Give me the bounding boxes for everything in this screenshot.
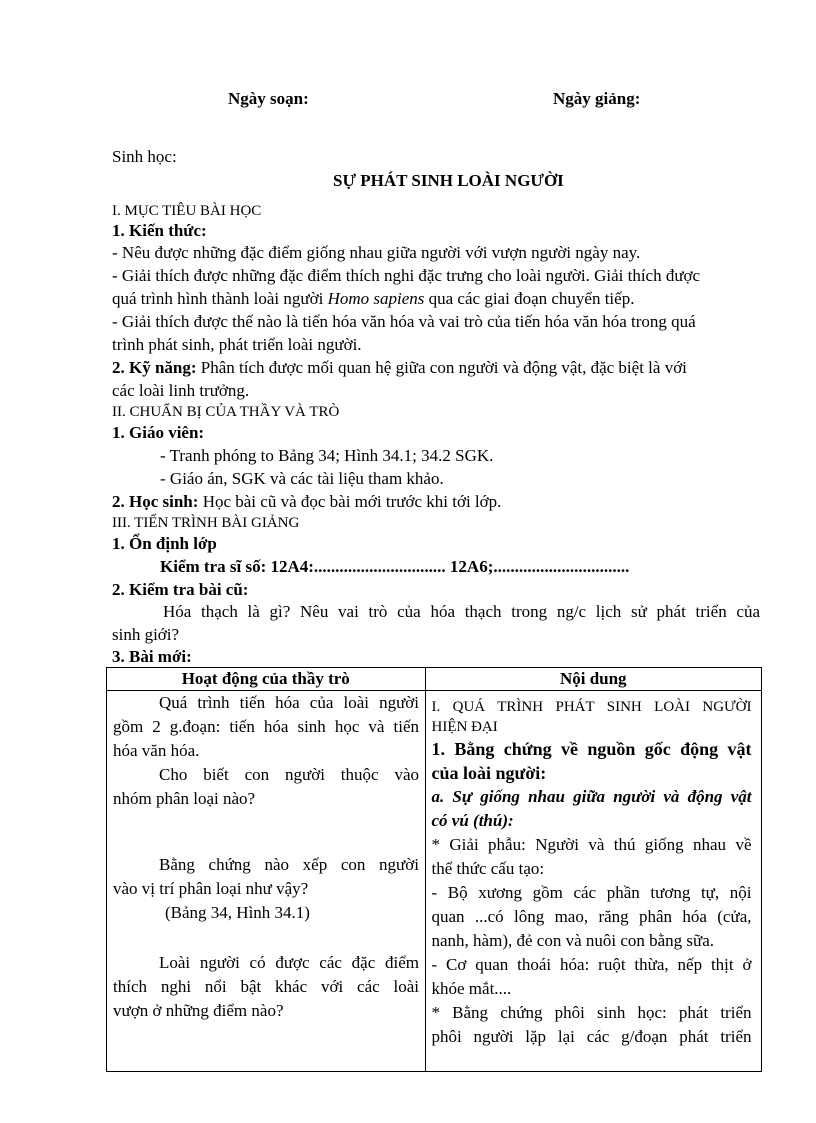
page-title: SỰ PHÁT SINH LOÀI NGƯỜI — [333, 171, 564, 190]
left-p2-a: Cho biết con người thuộc vào — [159, 765, 419, 784]
knowledge-item-3b: trình phát sinh, phát triển loài người. — [112, 335, 362, 354]
left-p4-a: Loài người có được các đặc điểm — [159, 953, 419, 972]
right-h3-b: có vú (thú): — [431, 811, 514, 830]
right-h3-a: a. Sự giống nhau giữa người và động vật — [431, 787, 752, 806]
skill-heading: 2. Kỹ năng: — [112, 358, 197, 377]
right-c3-b: khóe mắt.... — [431, 979, 512, 998]
new-lesson-heading: 3. Bài mới: — [112, 647, 192, 666]
section-2-heading: II. CHUẨN BỊ CỦA THẦY VÀ TRÒ — [112, 404, 340, 420]
attendance-line: Kiểm tra sĩ số: 12A4:............................... 12A6;................................ — [160, 557, 630, 576]
teacher-item-2: - Giáo án, SGK và các tài liệu tham khảo. — [160, 469, 444, 488]
left-p1-a: Quá trình tiến hóa của loài người — [159, 693, 419, 712]
right-c4-b: phôi người lặp lại các g/đoạn phát triển — [431, 1027, 752, 1046]
right-c4-a: * Bằng chứng phôi sinh học: phát triển — [431, 1003, 752, 1022]
right-c3-a: - Cơ quan thoái hóa: ruột thừa, nếp thịt ở — [431, 955, 752, 974]
left-p4-c: vượn ở những điểm nào? — [113, 1001, 284, 1020]
knowledge-item-3a: - Giải thích được thế nào là tiến hóa văn hóa và vai trò của tiến hóa văn hóa trong quá — [112, 312, 696, 331]
teacher-item-1: - Tranh phóng to Bảng 34; Hình 34.1; 34.2 SGK. — [160, 446, 494, 465]
old-lesson-question-a: Hóa thạch là gì? Nêu vai trò của hóa thạch trong ng/c lịch sử phát triển của — [163, 602, 760, 621]
knowledge-item-2b-pre: quá trình hình thành loài người — [112, 289, 328, 308]
lesson-table — [106, 667, 762, 1072]
date-taught-label: Ngày giảng: — [553, 89, 641, 108]
knowledge-item-2b — [112, 288, 634, 310]
left-p1-c: hóa văn hóa. — [113, 741, 200, 760]
col-header-activities: Hoạt động của thầy trò — [107, 668, 426, 691]
knowledge-item-2b-post: qua các giai đoạn chuyển tiếp. — [424, 289, 635, 308]
knowledge-item-2a: - Giải thích được những đặc điểm thích nghi đặc trưng cho loài người. Giải thích được — [112, 266, 701, 285]
date-prepared-label: Ngày soạn: — [228, 89, 309, 108]
left-p2-b: nhóm phân loại nào? — [113, 789, 256, 808]
student-line — [112, 491, 501, 513]
knowledge-item-1: - Nêu được những đặc điểm giống nhau giữa người với vượn người ngày nay. — [112, 243, 641, 262]
section-1-heading: I. MỤC TIÊU BÀI HỌC — [112, 203, 262, 219]
activities-cell — [107, 691, 426, 1072]
col-header-content: Nội dung — [425, 668, 762, 691]
left-p3-c: (Bảng 34, Hình 34.1) — [165, 903, 310, 922]
right-c2-b: quan ...có lông mao, răng phân hóa (cửa, — [431, 907, 752, 926]
teacher-heading: 1. Giáo viên: — [112, 423, 205, 442]
right-c2-c: nanh, hàm), đẻ con và nuôi con bằng sữa. — [431, 931, 715, 950]
left-p3-b: vào vị trí phân loại như vậy? — [113, 879, 309, 898]
left-p3-a: Bằng chứng nào xếp con người — [159, 855, 419, 874]
skill-text-a: Phân tích được mối quan hệ giữa con người và động vật, đặc biệt là với — [196, 358, 687, 377]
section-3-heading: III. TIẾN TRÌNH BÀI GIẢNG — [112, 515, 300, 531]
left-p1-b: gồm 2 g.đoạn: tiến hóa sinh học và tiến — [113, 717, 419, 736]
skill-line-2: các loài linh trưởng. — [112, 381, 250, 400]
old-lesson-question-b: sinh giới? — [112, 625, 180, 644]
right-c2-a: - Bộ xương gồm các phần tương tự, nội — [431, 883, 752, 902]
species-name: Homo sapiens — [327, 289, 425, 308]
right-c1-a: * Giải phẫu: Người và thú giống nhau về — [431, 835, 752, 854]
right-h1-a: I. QUÁ TRÌNH PHÁT SINH LOÀI NGƯỜI — [431, 699, 752, 715]
right-h2-a: 1. Bằng chứng về nguồn gốc động vật — [431, 739, 752, 759]
student-heading: 2. Học sinh: — [112, 492, 199, 511]
right-c1-b: thể thức cấu tạo: — [431, 859, 545, 878]
skill-line-1 — [112, 357, 687, 379]
right-h1-b: HIỆN ĐẠI — [431, 719, 498, 735]
subject-label: Sinh học: — [112, 147, 177, 166]
right-h2-b: của loài người: — [431, 763, 547, 783]
left-p4-b: thích nghi nổi bật khác với các loài — [113, 977, 419, 996]
knowledge-heading: 1. Kiến thức: — [112, 221, 207, 240]
stabilize-heading: 1. Ổn định lớp — [112, 534, 217, 553]
content-cell — [425, 691, 762, 1072]
student-text: Học bài cũ và đọc bài mới trước khi tới lớp. — [198, 492, 502, 511]
old-lesson-heading: 2. Kiểm tra bài cũ: — [112, 580, 249, 599]
